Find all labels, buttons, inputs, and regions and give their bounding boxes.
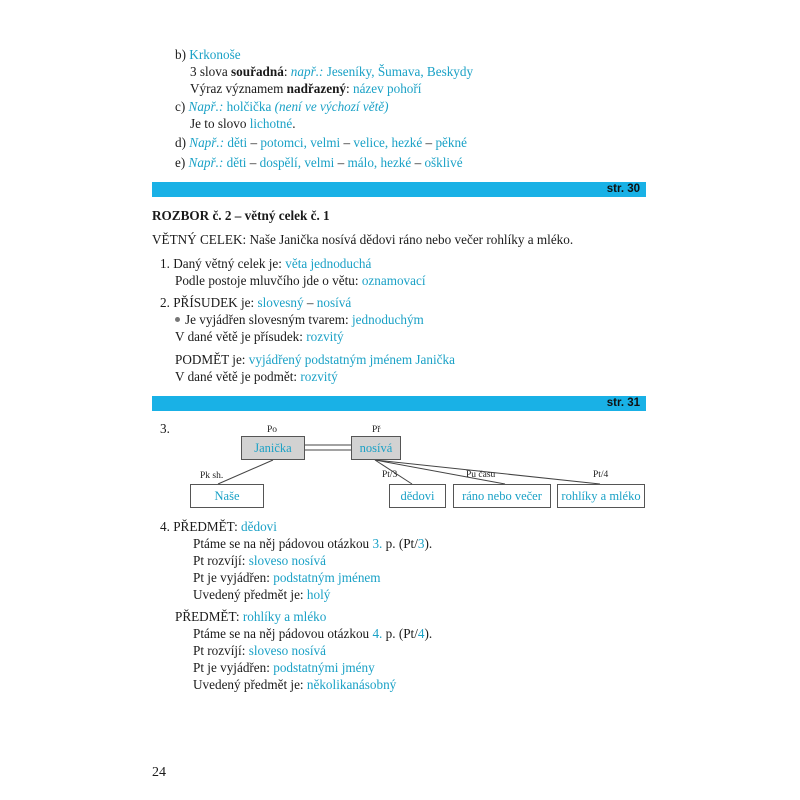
answer-value: podstatným jménem — [273, 570, 381, 585]
text: Ptáme se na něj pádovou otázkou — [193, 626, 373, 641]
text: Pt rozvíjí: — [193, 643, 249, 658]
answer-value: věta jednoduchá — [285, 256, 372, 271]
napr-label: Např.: — [188, 99, 224, 114]
answer-value: sloveso nosívá — [248, 643, 326, 658]
text: p. (Pt/ — [382, 536, 418, 551]
node-nase: Naše — [190, 484, 264, 508]
label-pt4: Pt/4 — [593, 470, 609, 480]
text: Pt je vyjádřen: — [193, 570, 274, 585]
item-3-number: 3. — [160, 421, 170, 436]
answer-value: 4 — [417, 626, 425, 641]
label-pk-sh: Pk sh. — [200, 471, 224, 481]
text: PŘEDMĚT: — [175, 609, 243, 624]
text: : — [346, 81, 353, 96]
answer-value: dospělí, velmi — [259, 155, 335, 170]
answer-value: holčička — [223, 99, 275, 114]
item-4 — [160, 519, 277, 535]
answer-value: 3. — [372, 536, 383, 551]
item-4-line — [193, 553, 326, 569]
item-4-line — [193, 626, 432, 642]
answer-value: podstatnými jmény — [273, 660, 375, 675]
text: ). — [424, 536, 433, 551]
text: Uvedený předmět je: — [193, 587, 307, 602]
text: Výraz významem — [190, 81, 287, 96]
dash: – — [246, 155, 260, 170]
label-pr: Př — [372, 425, 381, 435]
answer-value: velice, hezké — [353, 135, 423, 150]
answer-value: ošklivé — [424, 155, 463, 170]
node-janicka: Janička — [241, 436, 305, 460]
text: . — [292, 116, 296, 131]
answer-value: sloveso nosívá — [248, 553, 326, 568]
sentence-text: Naše Janička nosívá dědovi ráno nebo večer rohlíky a mléko. — [246, 232, 574, 247]
text: Je to slovo — [190, 116, 250, 131]
dash: – — [303, 295, 317, 310]
text: Ptáme se na něj pádovou otázkou — [193, 536, 373, 551]
text: PODMĚT je: — [175, 352, 249, 367]
napr-label: např.: — [290, 64, 324, 79]
text: p. (Pt/ — [382, 626, 418, 641]
answer-value: oznamovací — [361, 273, 426, 288]
item-4-line — [193, 536, 432, 552]
text: Pt rozvíjí: — [193, 553, 249, 568]
text: Je vyjádřen slovesným tvarem: — [185, 312, 353, 327]
text: Podle postoje mluvčího jde o větu: — [175, 273, 362, 288]
answer-value: 3 — [417, 536, 425, 551]
sentence-label: VĚTNÝ CELEK: — [152, 232, 247, 247]
label-po: Po — [267, 425, 278, 435]
text: PŘEDMĚT: — [173, 519, 242, 534]
label-pt3: Pt/3 — [382, 470, 398, 480]
page-ref: str. 31 — [606, 397, 640, 409]
item-number: 4. — [160, 519, 170, 534]
answer-value: lichotné — [249, 116, 293, 131]
answer-value: Krkonoše — [189, 47, 241, 62]
dash: – — [334, 155, 348, 170]
bold-term: souřadná — [231, 64, 284, 79]
text: : — [283, 64, 291, 79]
item-4-line — [193, 660, 375, 676]
answer-value: málo, hezké — [347, 155, 412, 170]
marker: d) — [175, 135, 186, 150]
answer-value: název pohoří — [352, 81, 422, 96]
answer-value: pěkné — [435, 135, 467, 150]
node-rano: ráno nebo večer — [453, 484, 551, 508]
item-4-line — [193, 643, 326, 659]
answer-value: několikanásobný — [306, 677, 397, 692]
node-nosiva: nosívá — [351, 436, 401, 460]
answer-value: slovesný — [257, 295, 304, 310]
item-4-second — [175, 609, 326, 625]
dash: – — [247, 135, 261, 150]
napr-label: Např.: — [188, 155, 224, 170]
text: Pt je vyjádřen: — [193, 660, 274, 675]
answer-value: 4. — [372, 626, 383, 641]
napr-label: Např.: — [189, 135, 225, 150]
answer-value: holý — [306, 587, 331, 602]
dash: – — [340, 135, 354, 150]
text: PŘÍSUDEK je: — [173, 295, 258, 310]
answer-value: potomci, velmi — [260, 135, 341, 150]
marker: c) — [175, 99, 186, 114]
answer-value: jednoduchým — [352, 312, 424, 327]
text: ). — [424, 626, 433, 641]
bold-term: nadřazený — [286, 81, 347, 96]
answer-value: dědovi — [241, 519, 277, 534]
item-number: 2. — [160, 295, 170, 310]
edge-line — [218, 460, 273, 484]
answer-value: Jeseníky, Šumava, Beskydy — [323, 64, 474, 79]
answer-value: rozvitý — [306, 329, 344, 344]
text: Uvedený předmět je: — [193, 677, 307, 692]
item-4-line — [193, 570, 381, 586]
text: V dané větě je podmět: — [175, 369, 301, 384]
answer-value: děti — [224, 135, 248, 150]
marker: e) — [175, 155, 186, 170]
text: V dané větě je přísudek: — [175, 329, 307, 344]
text: 3 slova — [190, 64, 232, 79]
section-title: ROZBOR č. 2 – větný celek č. 1 — [152, 208, 330, 223]
answer-value: vyjádřený podstatným jménem Janička — [248, 352, 455, 367]
item-4-line — [193, 677, 396, 693]
dash: – — [422, 135, 436, 150]
marker: b) — [175, 47, 186, 62]
text: Daný větný celek je: — [173, 256, 286, 271]
answer-value: nosívá — [316, 295, 352, 310]
note: (není ve výchozí větě) — [274, 99, 389, 114]
item-number: 1. — [160, 256, 170, 271]
label-pu-casu: Pu času — [466, 470, 496, 480]
answer-value: děti — [223, 155, 247, 170]
node-rohliky: rohlíky a mléko — [557, 484, 645, 508]
node-dedovi: dědovi — [389, 484, 446, 508]
page-ref: str. 30 — [606, 183, 640, 195]
page-number: 24 — [152, 765, 166, 780]
answer-value: rohlíky a mléko — [242, 609, 327, 624]
answer-value: rozvitý — [300, 369, 338, 384]
item-4-line — [193, 587, 330, 603]
dash: – — [411, 155, 425, 170]
